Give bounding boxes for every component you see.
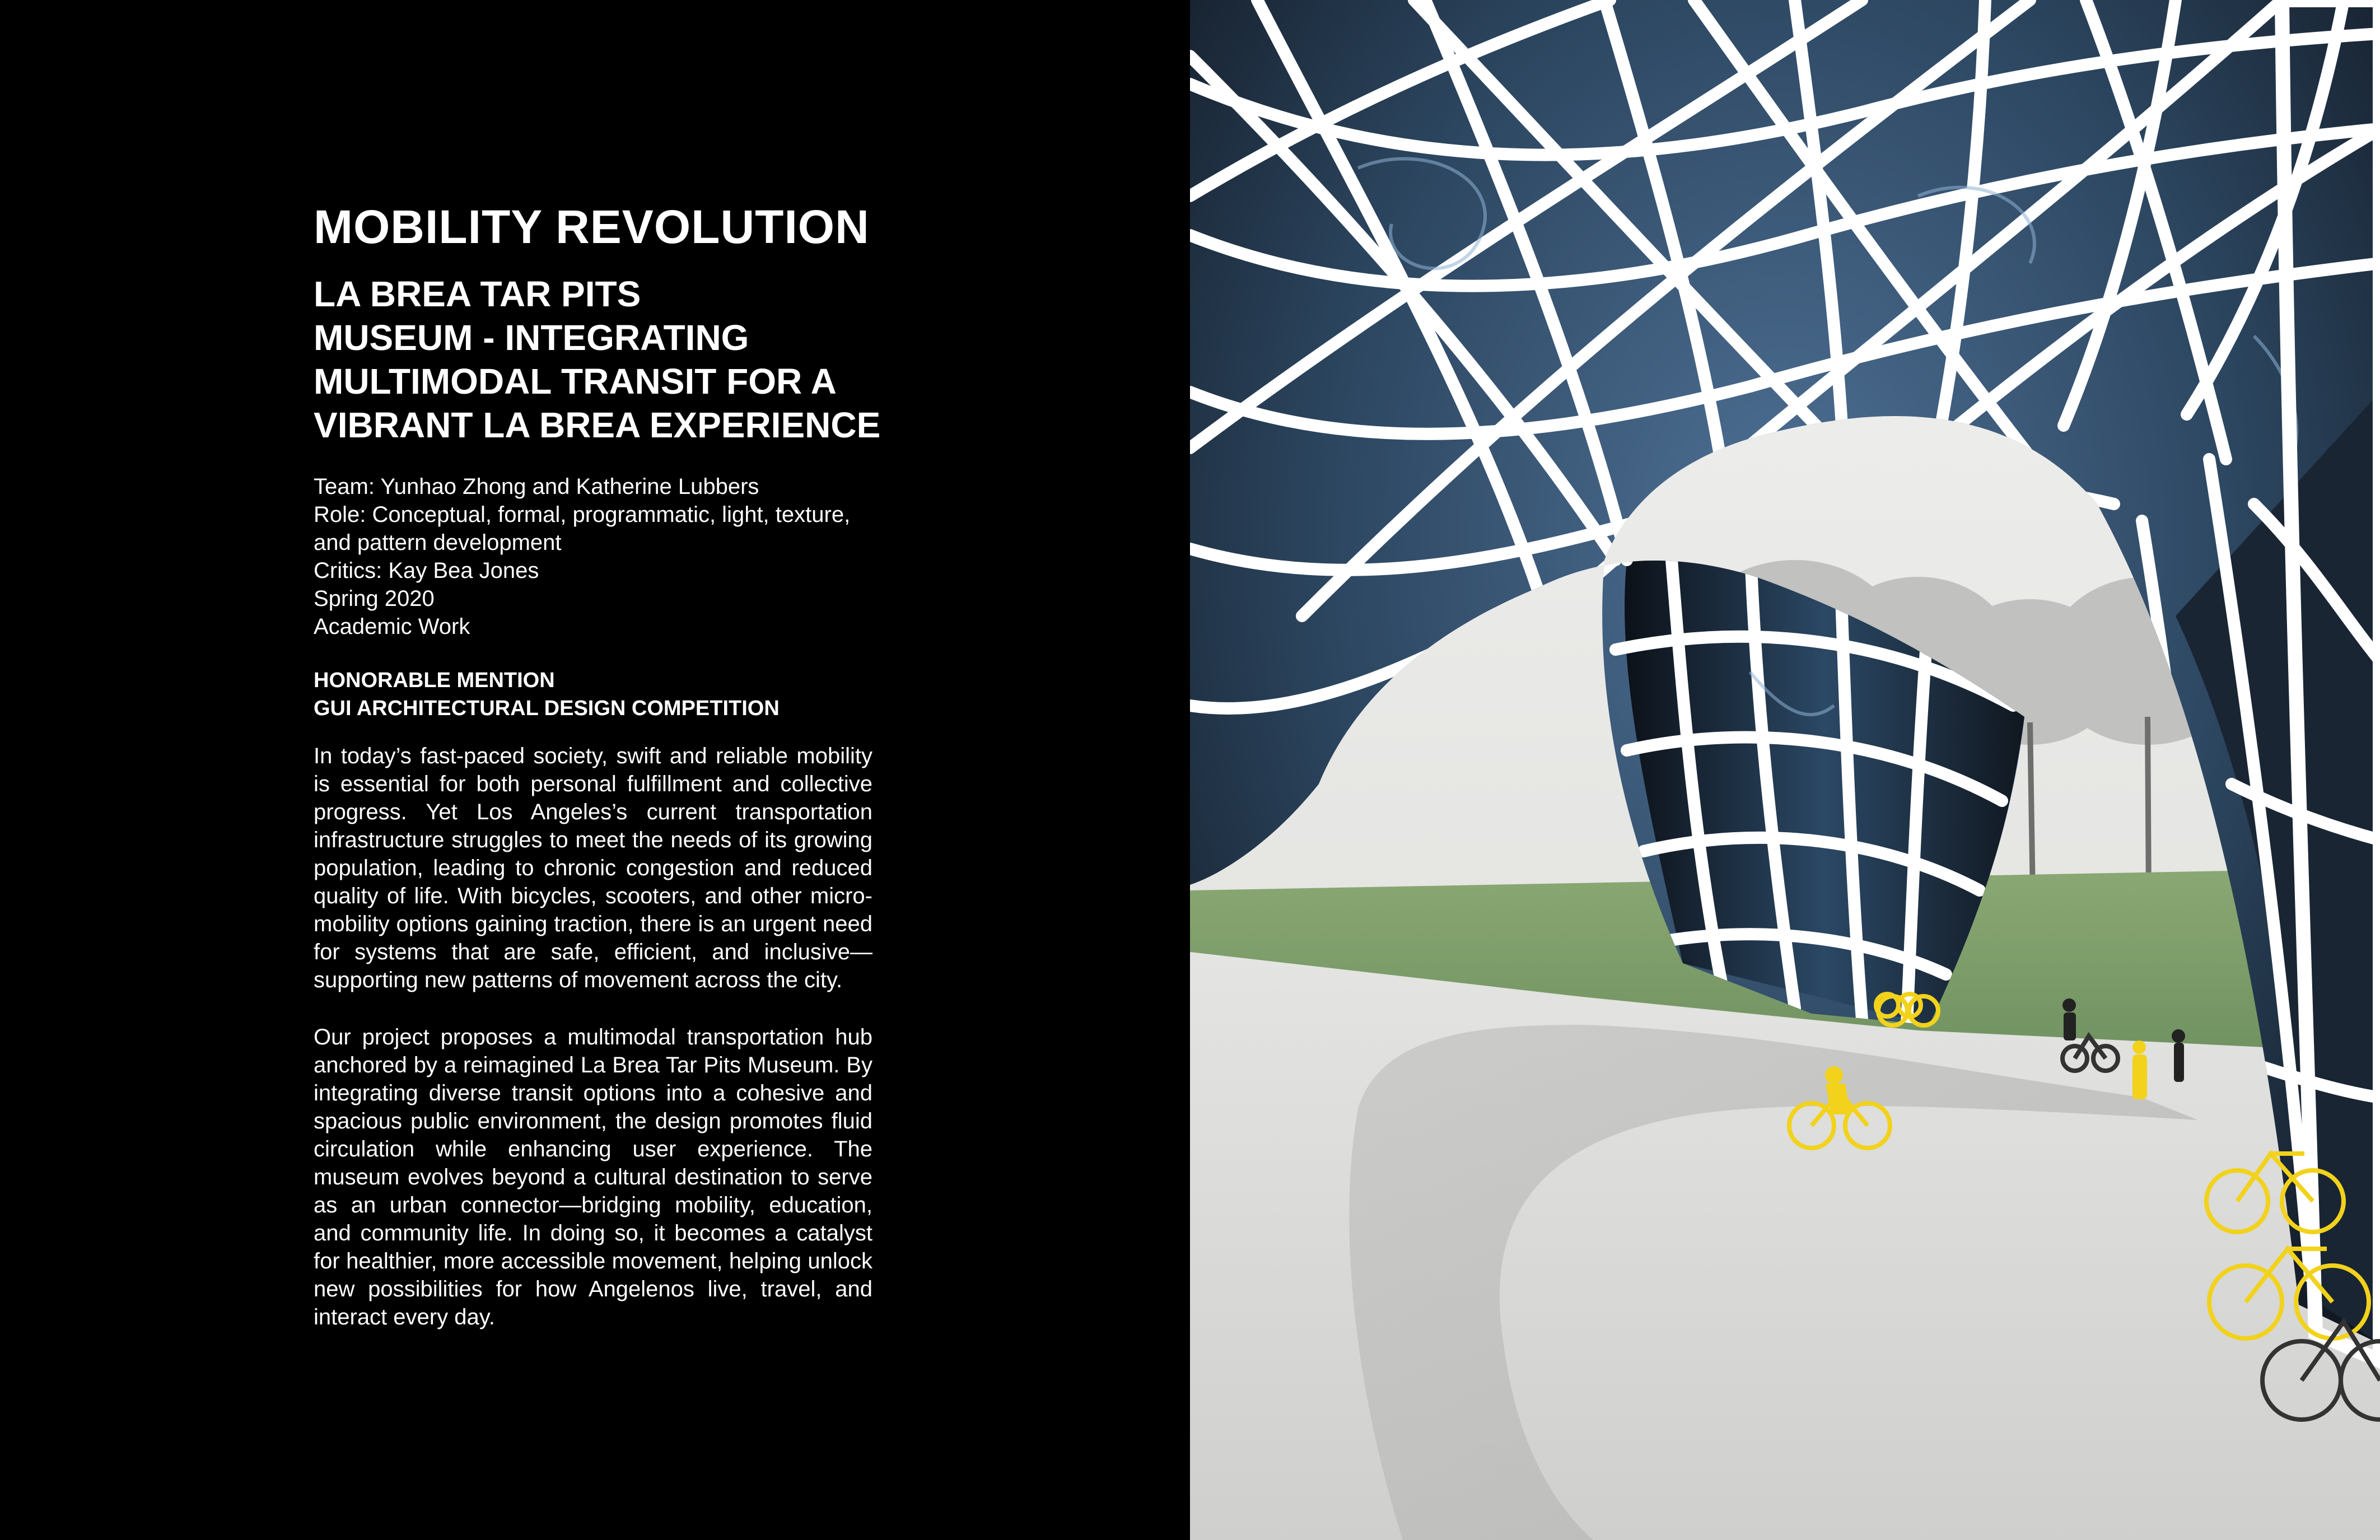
credit-role: Role: Conceptual, formal, programmatic, light, texture, and pattern development <box>314 502 851 555</box>
page-title: MOBILITY REVOLUTION <box>314 200 870 253</box>
award-competition: GUI ARCHITECTURAL DESIGN COMPETITION <box>314 697 780 720</box>
credit-type: Academic Work <box>314 614 470 639</box>
award-title: HONORABLE MENTION <box>314 669 555 692</box>
credit-critics: Critics: Kay Bea Jones <box>314 558 539 583</box>
body-paragraph-2: Our project proposes a multimodal transportation hub anchored by a reimagined La Brea Tar Pits Museum. By integrating diverse transit options into a cohesive and spacious public environment, the design promotes fluid circulation while enhancing user experience. The museum evolves beyond a cultural destination to serve as an urban connector—bridging mobility, education, and community life. In doing so, it becomes a catalyst for healthier, more accessible movement, helping unlock new possibilities for how Angelenos live, travel, and interact every day. <box>314 1025 872 1329</box>
subtitle-line: LA BREA TAR PITS <box>314 274 641 314</box>
project-rendering <box>1190 0 2380 1540</box>
rendering-illustration <box>1190 0 2380 1540</box>
subtitle-line: MUSEUM - INTEGRATING <box>314 318 749 358</box>
credit-term: Spring 2020 <box>314 586 435 611</box>
credit-team: Team: Yunhao Zhong and Katherine Lubbers <box>314 474 759 499</box>
body-paragraph-1: In today’s fast-paced society, swift and reliable mobility is essential for both personal fulfillment and collective progress. Yet Los Angeles’s current transportation infrastructure struggles to meet the needs of its growing population, leading to chronic congestion and reduced quality of life. With bicycles, scooters, and other micro-mobility options gaining traction, there is an urgent need for systems that are safe, efficient, and inclusive—supporting new patterns of movement across the city. <box>314 744 872 992</box>
subtitle-line: VIBRANT LA BREA EXPERIENCE <box>314 405 881 445</box>
subtitle-line: MULTIMODAL TRANSIT FOR A <box>314 361 837 402</box>
project-credits <box>314 473 879 641</box>
award-heading <box>314 666 930 722</box>
project-subtitle <box>314 272 930 447</box>
